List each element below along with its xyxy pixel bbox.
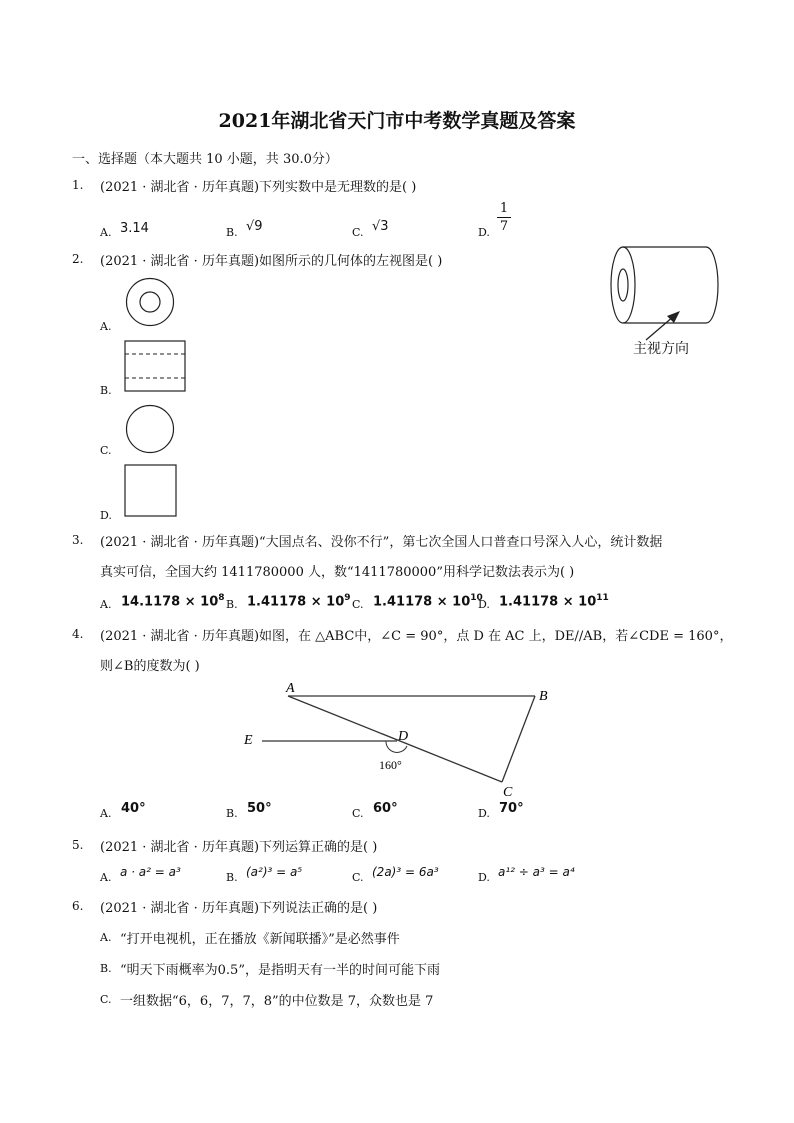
option-letter: C. <box>352 226 364 239</box>
option-value: 一组数据“6，6，7，7，8”的中位数是 7，众数也是 7 <box>120 994 434 1009</box>
option-value: “明天下雨概率为0.5”，是指明天有一半的时间可能下雨 <box>120 963 440 978</box>
fraction-bar <box>497 217 511 218</box>
option-letter: D. <box>478 871 490 884</box>
option-value: (2a)³ = 6a³ <box>372 865 439 879</box>
option-value: 60° <box>373 801 398 816</box>
fraction-denominator: 7 <box>499 219 509 234</box>
option-value: 50° <box>247 801 272 816</box>
option-letter: B. <box>100 384 112 397</box>
question-number: 2. <box>72 252 84 266</box>
option-letter: C. <box>352 598 364 611</box>
fraction <box>497 201 511 234</box>
option-letter: D. <box>478 807 490 820</box>
option-letter: B. <box>226 807 238 820</box>
point-label-e: E <box>244 733 253 748</box>
question-text: (2021 · 湖北省 · 历年真题)下列实数中是无理数的是( ) <box>100 180 417 195</box>
question-number: 6. <box>72 899 84 913</box>
direction-label: 主视方向 <box>633 341 689 357</box>
option-letter: A. <box>100 871 112 884</box>
fraction-numerator: 1 <box>499 201 509 216</box>
option-a-figure <box>124 276 176 328</box>
option-letter: C. <box>352 871 364 884</box>
option-letter: B. <box>226 598 238 611</box>
section-heading: 一、选择题（本大题共 10 小题，共 30.0分） <box>72 152 338 167</box>
option-value: $14.1178 \times 10^8$ <box>121 593 225 610</box>
option-value: √9 <box>246 219 263 234</box>
point-label-b: B <box>539 689 548 704</box>
option-letter: C. <box>100 444 112 457</box>
question-text: (2021 · 湖北省 · 历年真题)如图所示的几何体的左视图是( ) <box>100 254 443 269</box>
option-value: 3.14 <box>120 221 149 236</box>
question-number: 1. <box>72 178 84 192</box>
option-c-figure <box>124 403 176 455</box>
option-value: 70° <box>499 801 524 816</box>
question-text: 真实可信，全国大约 1411780000 人，数“1411780000”用科学记数法表示为( ) <box>100 565 575 580</box>
option-value: $1.41178 \times 10^{11}$ <box>499 593 609 610</box>
point-label-c: C <box>503 785 513 800</box>
option-value: a¹² ÷ a³ = a⁴ <box>498 865 575 879</box>
question-text: (2021 · 湖北省 · 历年真题)下列运算正确的是( ) <box>100 840 378 855</box>
question-text: (2021 · 湖北省 · 历年真题)“大国点名、没你不行”，第七次全国人口普查口号深入人心，统计数据 <box>100 535 663 550</box>
option-letter: A. <box>100 598 112 611</box>
option-letter: C. <box>352 807 364 820</box>
segment-bc <box>502 696 535 782</box>
triangle-figure <box>240 678 560 800</box>
question-number: 4. <box>72 627 84 641</box>
option-letter: A. <box>100 320 112 333</box>
option-letter: B. <box>100 962 112 975</box>
option-value: $1.41178 \times 10^{10}$ <box>373 593 483 610</box>
question-text: (2021 · 湖北省 · 历年真题)下列说法正确的是( ) <box>100 901 378 916</box>
option-value: √3 <box>372 219 389 234</box>
option-letter: D. <box>478 226 490 239</box>
option-letter: A. <box>100 226 112 239</box>
point-label-d: D <box>398 729 409 744</box>
option-value: (a²)³ = a⁵ <box>246 865 303 879</box>
question-number: 3. <box>72 533 84 547</box>
option-value: a · a² = a³ <box>120 865 181 879</box>
option-value: 40° <box>121 801 146 816</box>
question-text: (2021 · 湖北省 · 历年真题)如图，在 △ABC中，∠C = 90°，点 D 在 AC 上，DE//AB，若∠CDE = 160°， <box>100 629 733 644</box>
page-title: 2021年湖北省天门市中考数学真题及答案 <box>218 110 576 132</box>
option-letter: B. <box>226 226 238 239</box>
option-letter: A. <box>100 807 112 820</box>
question-text: 则∠B的度数为( ) <box>100 659 200 674</box>
option-letter: D. <box>100 509 112 522</box>
option-letter: C. <box>100 993 112 1006</box>
option-letter: A. <box>100 931 112 944</box>
option-letter: B. <box>226 871 238 884</box>
question-number: 5. <box>72 838 84 852</box>
option-letter: D. <box>478 598 490 611</box>
option-d-figure <box>124 464 178 518</box>
option-value: “打开电视机，正在播放《新闻联播》”是必然事件 <box>120 932 400 947</box>
angle-label: 160° <box>379 758 402 772</box>
option-b-figure <box>124 340 186 392</box>
point-label-a: A <box>286 681 295 696</box>
option-value: $1.41178 \times 10^9$ <box>247 593 351 610</box>
